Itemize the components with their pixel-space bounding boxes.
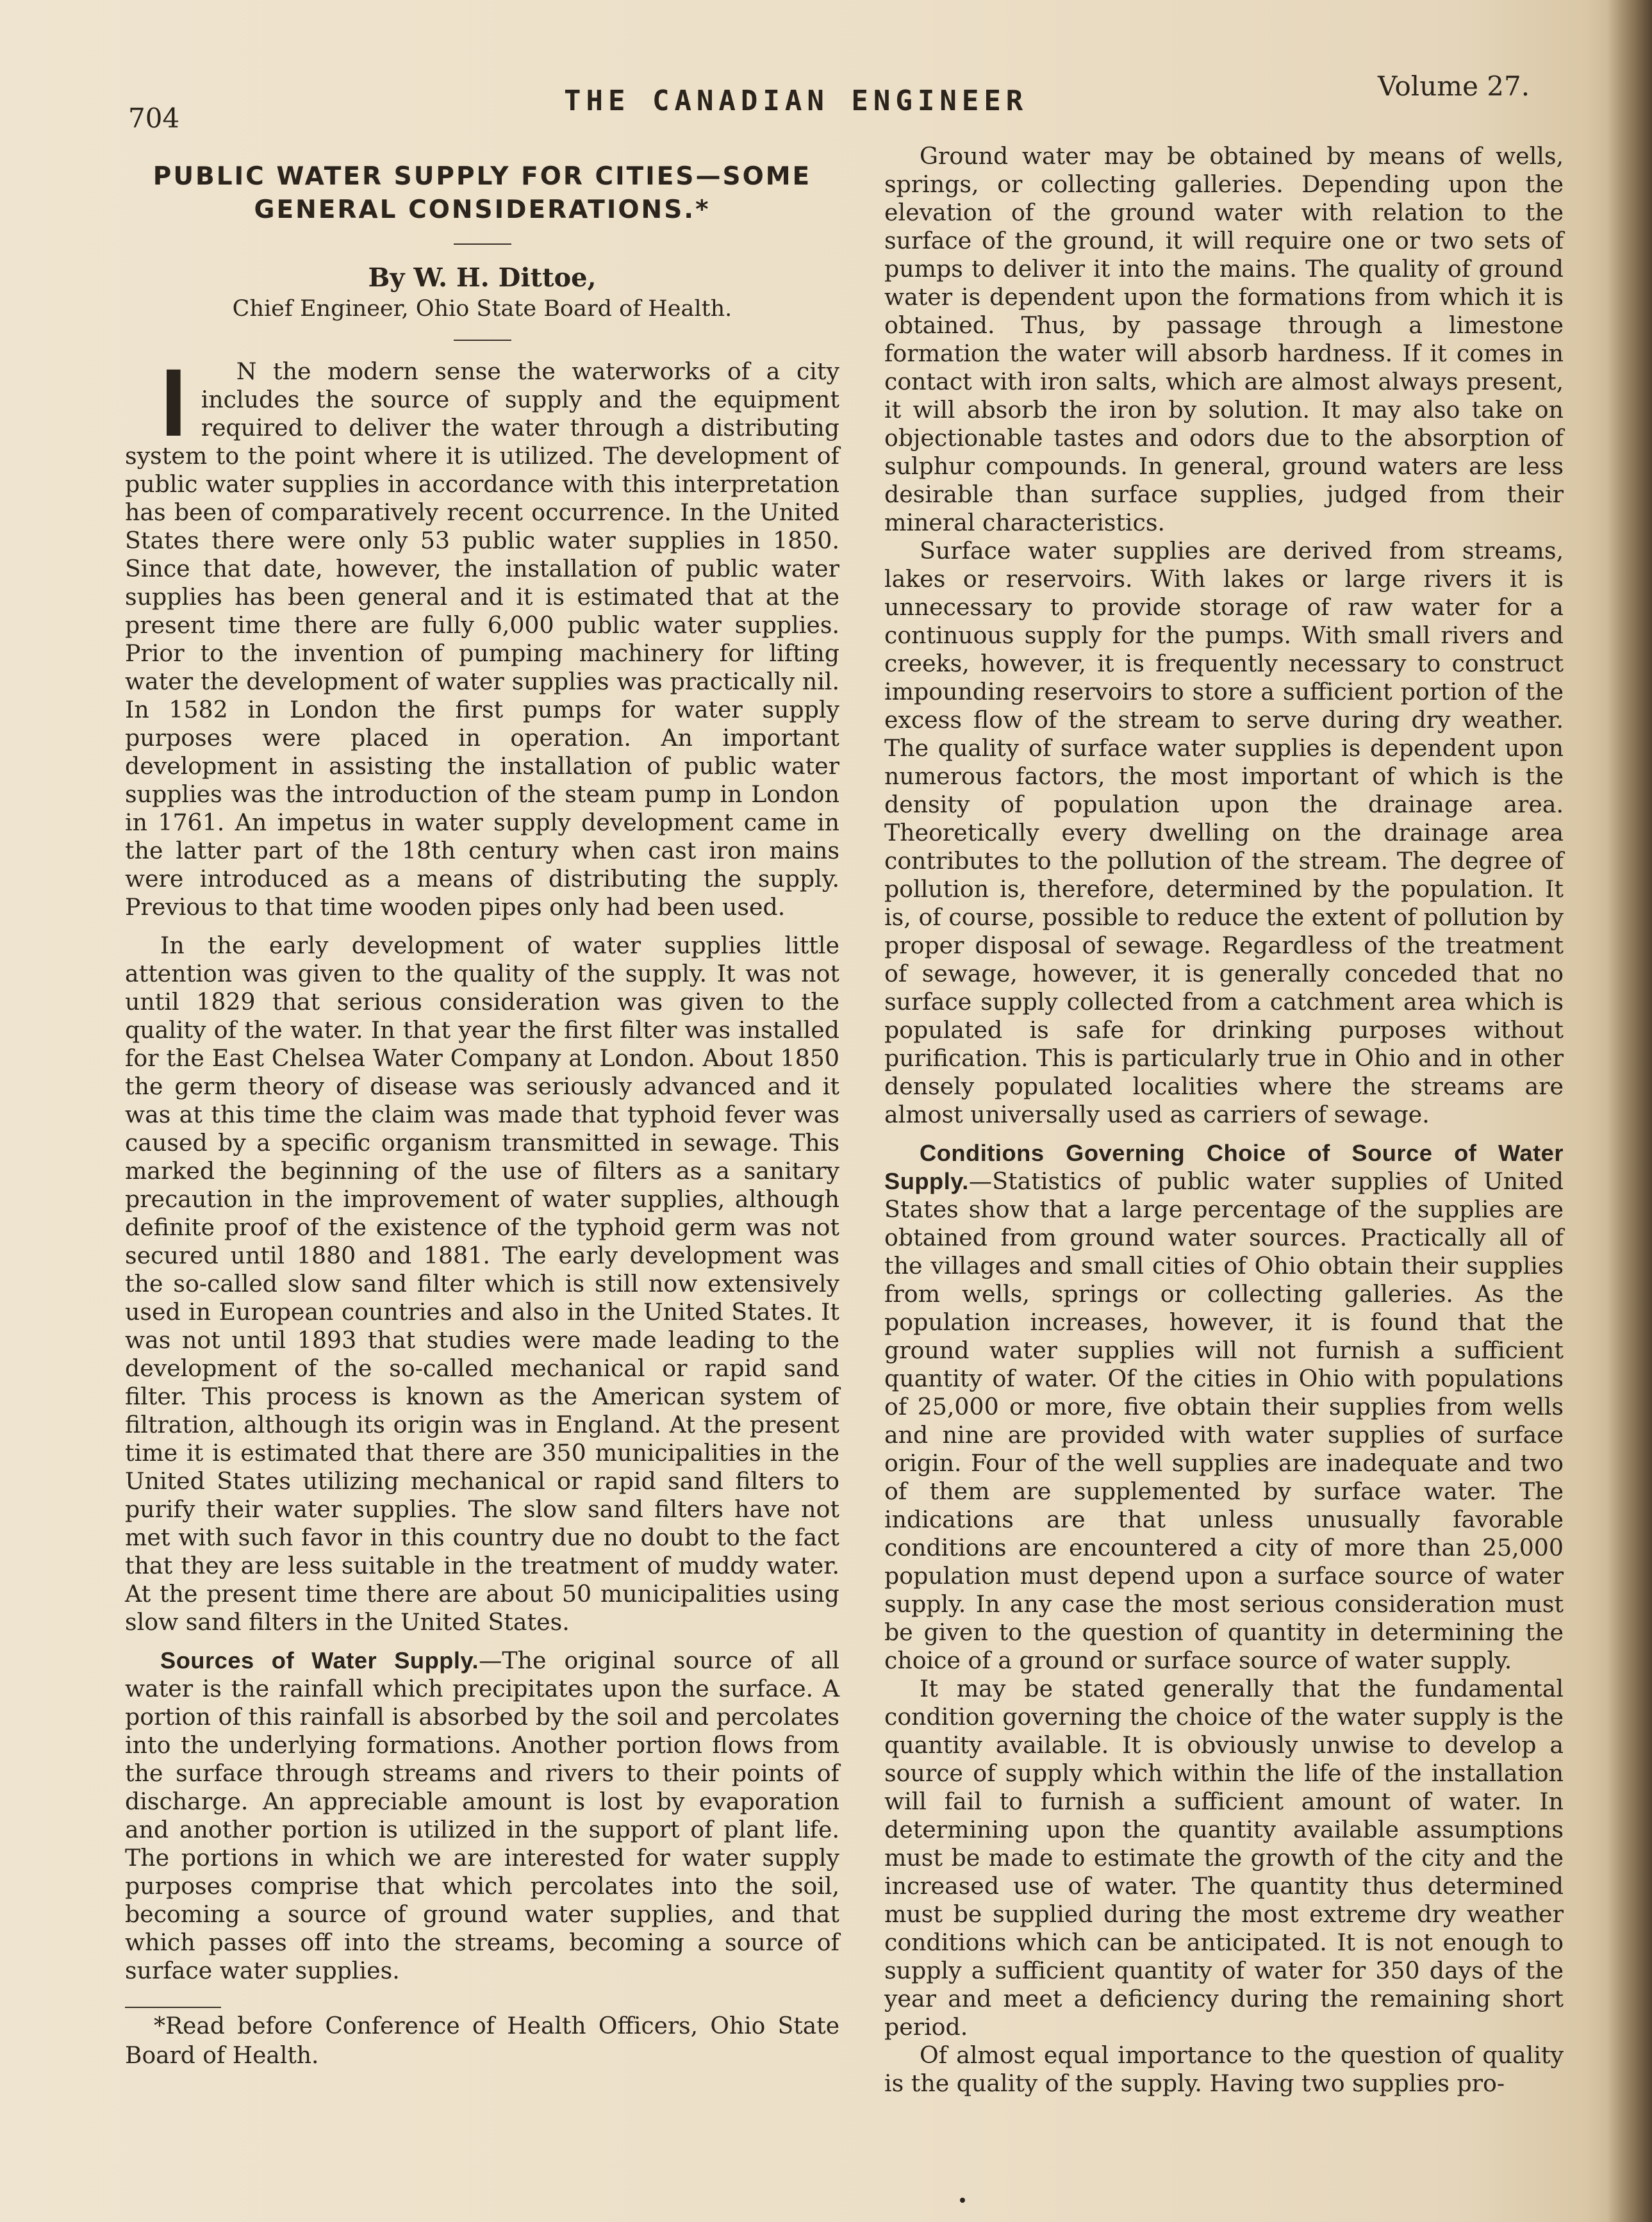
footnote: *Read before Conference of Health Officers, Ohio State Board of Health. xyxy=(125,2013,839,2069)
title-rule xyxy=(454,243,511,245)
conditions-text: —Statistics of public water supplies of United States show that a large percentage of the supplies are obtained from ground water sources. Practically all of the villages and small cities of Ohio obtain their supplies from wells, springs or collecting galleries. As the population increases, however, it is found that the ground water supplies will not furnish a sufficient quantity of water. Of the cities in Ohio with populations of 25,000 or more, five obtain their supplies from wells and nine are provided with water supplies of surface origin. Four of the well supplies are inadequate and two of them are supplemented by surface water. The indications are that unless unusually favorable conditions are encountered a city of more than 25,000 population must depend upon a surface source of water supply. In any case the most serious consideration must be given to the question of quantity in determining the choice of a ground or surface source of water supply. xyxy=(884,1167,1564,1674)
right-column xyxy=(884,142,1564,2098)
quality-paragraph: Of almost equal importance to the question of quality is the quality of the supply. Having two supplies pro- xyxy=(884,2041,1564,2097)
sources-paragraph xyxy=(125,1647,839,1985)
section-heading-conditions: Conditions Governing Choice of Source of Water Supply. xyxy=(884,1140,1564,1194)
drop-cap: I xyxy=(160,349,187,456)
surface-water-paragraph: Surface water supplies are derived from streams, lakes or reservoirs. With lakes or large rivers it is unnecessary to provide storage of raw water for a continuous supply for the pumps. With small rivers and creeks, however, it is frequently necessary to construct impounding reservoirs to store a sufficient portion of the excess flow of the stream to serve during dry weather. The quality of surface water supplies is dependent upon numerous factors, the most important of which is the density of population upon the drainage area. Theoretically every dwelling on the drainage area contributes to the pollution of the stream. The degree of pollution is, therefore, determined by the population. It is, of course, possible to reduce the extent of pollution by proper disposal of sewage. Regardless of the treatment of sewage, however, it is generally conceded that no surface supply collected from a catchment area which is populated is safe for drinking purposes without purification. This is particularly true in Ohio and in other densely populated localities where the streams are almost universally used as carriers of sewage. xyxy=(884,537,1564,1128)
history-paragraph: In the early development of water supplies little attention was given to the quality of the supply. It was not until 1829 that serious consideration was given to the quality of the water. In that year the first filter was installed for the East Chelsea Water Company at London. About 1850 the germ theory of disease was seriously advanced and it was at this time the claim was made that typhoid fever was caused by a specific organism transmitted in sewage. This marked the beginning of the use of filters as a sanitary precaution in the improvement of water supplies, although definite proof of the existence of the typhoid germ was not secured until 1880 and 1881. The early development was the so-called slow sand filter which is still now extensively used in European countries and also in the United States. It was not until 1893 that studies were made leading to the development of the so-called mechanical or rapid sand filter. This process is known as the American system of filtration, although its origin was in England. At the present time it is estimated that there are 350 municipalities in the United States utilizing mechanical or rapid sand filters to purify their water supplies. The slow sand filters have not met with such favor in this country due no doubt to the fact that they are less suitable in the treatment of muddy water. At the present time there are about 50 municipalities using slow sand filters in the United States. xyxy=(125,932,839,1636)
conditions-paragraph xyxy=(884,1139,1564,1675)
byline-rule xyxy=(454,340,511,341)
ink-dot xyxy=(960,2198,965,2203)
volume-label: Volume 27. xyxy=(1378,70,1530,102)
intro-paragraph xyxy=(125,349,839,921)
intro-text: N the modern sense the waterworks of a city includes the source of supply and the equipment required to deliver the water through a distributing system to the point where it is utilized. The development of public water supplies in accordance with this interpretation has been of comparatively recent occurrence. In the United States there were only 53 public water supplies in 1850. Since that date, however, the installation of public water supplies has been general and it is estimated that at the present time there are fully 6,000 public water supplies. Prior to the invention of pumping machinery for lifting water the development of water supplies was practically nil. In 1582 in London the first pumps for water supply purposes were placed in operation. An important development in assisting the installation of public water supplies was the introduction of the steam pump in London in 1761. An impetus in water supply development came in the latter part of the 18th century when cast iron mains were introduced as a means of distributing the supply. Previous to that time wooden pipes only had been used. xyxy=(125,358,839,921)
author-byline: By W. H. Dittoe, xyxy=(368,263,597,293)
running-header xyxy=(0,70,1652,134)
left-column xyxy=(125,154,839,2071)
footnote-rule xyxy=(125,2007,221,2008)
journal-title: THE CANADIAN ENGINEER xyxy=(564,85,1028,117)
article-title: PUBLIC WATER SUPPLY FOR CITIES—SOME GENERAL CONSIDERATIONS.* xyxy=(153,162,812,224)
quantity-paragraph: It may be stated generally that the fundamental condition governing the choice of the water supply is the quantity available. It is obviously unwise to develop a source of supply which within the life of the installation will fail to furnish a sufficient amount of water. In determining upon the quantity available assumptions must be made to estimate the growth of the city and the increased use of water. The quantity thus determined must be supplied during the most extreme dry weather conditions which can be anticipated. It is not enough to supply a sufficient quantity of water for 350 days of the year and meet a deficiency during the remaining short period. xyxy=(884,1675,1564,2041)
author-affiliation: Chief Engineer, Ohio State Board of Health. xyxy=(232,296,732,322)
ground-water-paragraph: Ground water may be obtained by means of wells, springs, or collecting galleries. Depending upon the elevation of the ground water with relation to the surface of the ground, it will require one or two sets of pumps to deliver it into the mains. The quality of ground water is dependent upon the formations from which it is obtained. Thus, by passage through a limestone formation the water will absorb hardness. If it comes in contact with iron salts, which are almost always present, it will absorb the iron by solution. It may also take on objectionable tastes and odors due to the absorption of sulphur compounds. In general, ground waters are less desirable than surface supplies, judged from their mineral characteristics. xyxy=(884,142,1564,536)
page-number: 704 xyxy=(128,103,180,134)
page-gutter-shadow xyxy=(1607,0,1652,2222)
section-heading-sources: Sources of Water Supply. xyxy=(160,1647,479,1674)
sources-text: —The original source of all water is the rainfall which precipitates upon the surface. A portion of this rainfall is absorbed by the soil and percolates into the underlying formations. Another portion flows from the surface through streams and rivers to their points of discharge. An appreciable amount is lost by evaporation and another portion is utilized in the support of plant life. The portions in which we are interested for water supply purposes comprise that which percolates into the soil, becoming a source of ground water supplies, and that which passes off into the streams, becoming a source of surface water supplies. xyxy=(125,1647,839,1984)
